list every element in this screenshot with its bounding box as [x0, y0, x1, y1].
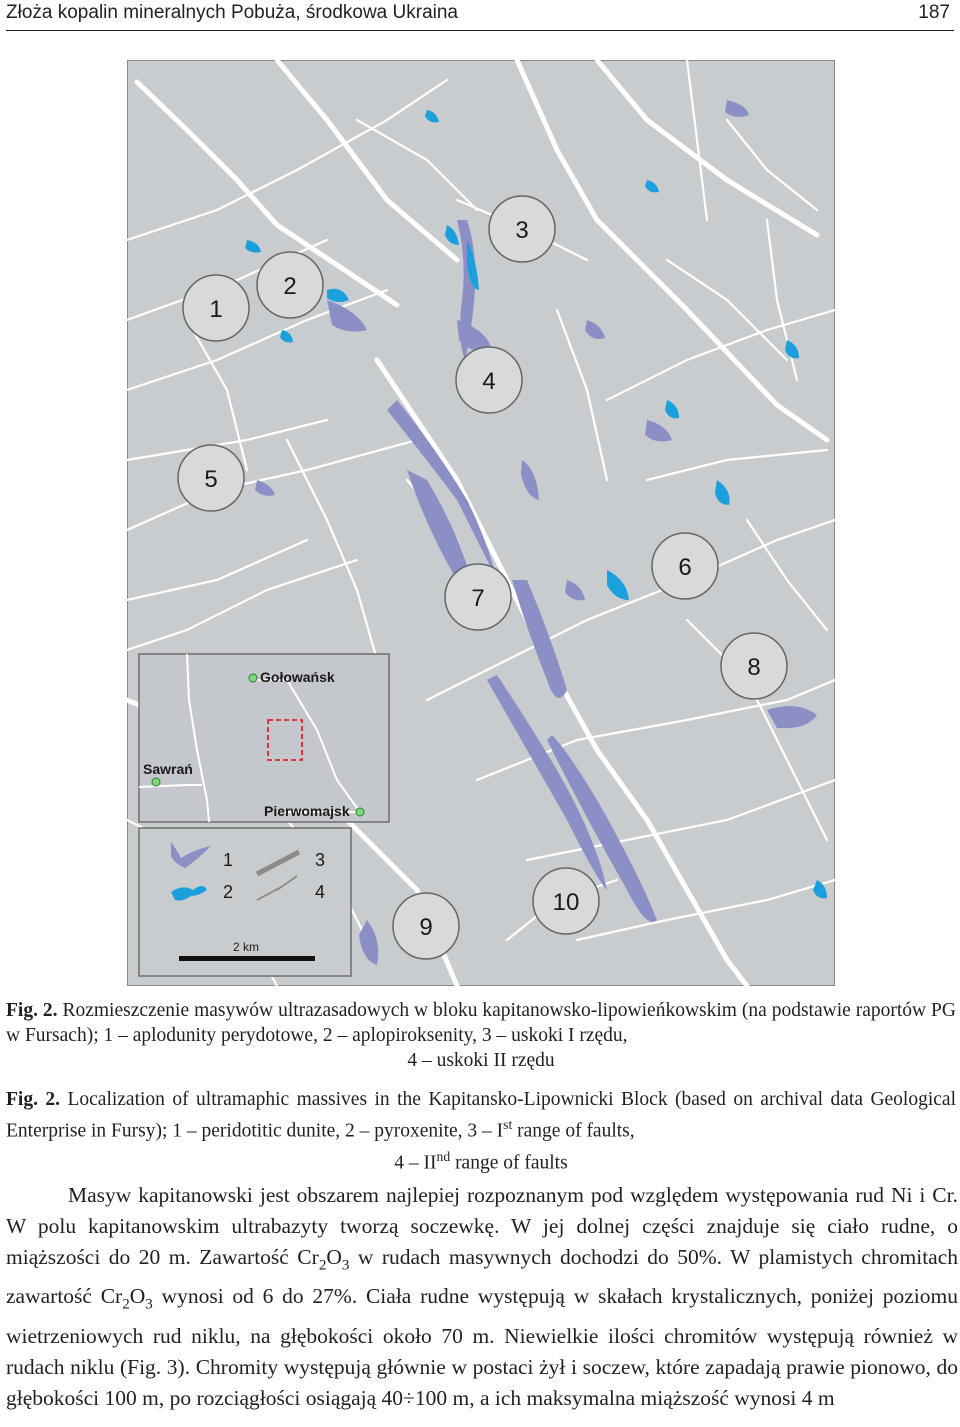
body-part-1: Masyw kapitanowski jest obszarem najlepiej rozpoznanym pod względem występowania rud Ni i Cr. W polu kapitanowskim ultrabazyty tworzą soczewkę. W jej dolnej części znajduje się ciało rudne, o miąższości do 20 m. Zawartość Cr — [6, 1183, 958, 1269]
caption-en-last-b: range of faults — [450, 1152, 568, 1173]
body-text — [6, 1180, 958, 1414]
map-legend — [139, 828, 351, 976]
body-paragraph — [6, 1180, 958, 1414]
caption-en-text-mid: range of faults, — [512, 1120, 635, 1142]
figure-caption-english — [6, 1087, 956, 1175]
body-part-3: w rudach masywnych dochodzi do 50%. W plamistych chromitach zawartość Cr — [6, 1245, 959, 1309]
caption-en-last-a: 4 – II — [394, 1152, 437, 1173]
town-dot-pierwomajsk — [356, 808, 364, 816]
site-label-9: 9 — [419, 914, 433, 941]
body-sub-4: 3 — [145, 1296, 153, 1313]
body-sub-1: 2 — [318, 1257, 327, 1274]
town-dot-golowansk — [249, 674, 257, 682]
site-label-2: 2 — [283, 273, 297, 300]
site-label-7: 7 — [471, 585, 485, 612]
legend-label-1: 1 — [223, 850, 234, 870]
town-dot-sawran — [152, 778, 160, 786]
site-label-8: 8 — [747, 654, 761, 681]
caption-pl-last-line: 4 – uskoki II rzędu — [407, 1050, 555, 1071]
geological-map — [127, 60, 835, 986]
scale-bar — [179, 956, 315, 961]
caption-en-sup-nd: nd — [436, 1148, 451, 1164]
site-label-1: 1 — [209, 296, 223, 323]
site-label-3: 3 — [515, 217, 529, 244]
body-part-4: O — [129, 1284, 146, 1309]
body-part-5: wynosi od 6 do 27%. Ciała rudne występują w skałach krystalicznych, poniżej poziomu wietrzeniowych rud niklu, na głębokości około 70 m. Niewielkie ilości chromitów występują również w rudach niklu (Fig. 3). Chromity występują głównie w postaci żył i soczew, które zapadają prawie pionowo, do głębokości 100 m, po rozciągłości osiągają 40÷100 m, a ich maksymalna miąższość wynosi 4 m — [6, 1284, 958, 1410]
site-label-6: 6 — [678, 554, 692, 581]
site-label-10: 10 — [552, 889, 580, 916]
body-part-2: O — [326, 1245, 342, 1269]
caption-en-sup-st: st — [503, 1117, 513, 1132]
running-header — [6, 0, 954, 31]
caption-en-last-line — [6, 1144, 956, 1176]
town-label-golowansk: Gołowańsk — [260, 669, 335, 685]
legend-label-2: 2 — [223, 882, 234, 902]
inset-map — [139, 654, 389, 822]
running-title: Złoża kopalin mineralnych Pobuża, środkowa Ukraina — [6, 2, 459, 23]
town-label-pierwomajsk: Pierwomajsk — [264, 803, 350, 819]
caption-pl-text: Rozmieszczenie masywów ultrazasadowych w bloku kapitanowsko-lipowieńkowskim (na podstawie raportów PG w Fursach); 1 – aplodunity perydotowe, 2 – aplopiroksenity, 3 – uskoki I rzędu, — [6, 1000, 956, 1046]
town-label-sawran: Sawrań — [143, 761, 193, 777]
body-sub-2: 3 — [341, 1257, 350, 1274]
caption-en-text: Localization of ultramaphic massives in the Kapitansko-Lipownicki Block (based on archival data Geological Enterprise in Fursy); 1 – peridotitic dunite, 2 – pyroxenite, 3 – I — [6, 1089, 956, 1142]
legend-label-3: 3 — [315, 850, 326, 870]
scale-label: 2 km — [233, 940, 260, 954]
site-label-4: 4 — [482, 368, 496, 395]
body-sub-3: 2 — [122, 1296, 130, 1313]
caption-en-label: Fig. 2. — [6, 1089, 61, 1110]
legend-label-4: 4 — [315, 882, 326, 902]
site-label-5: 5 — [204, 466, 218, 493]
caption-pl-label: Fig. 2. — [6, 1000, 58, 1021]
page-number: 187 — [918, 2, 950, 23]
figure-caption-polish — [6, 998, 956, 1073]
